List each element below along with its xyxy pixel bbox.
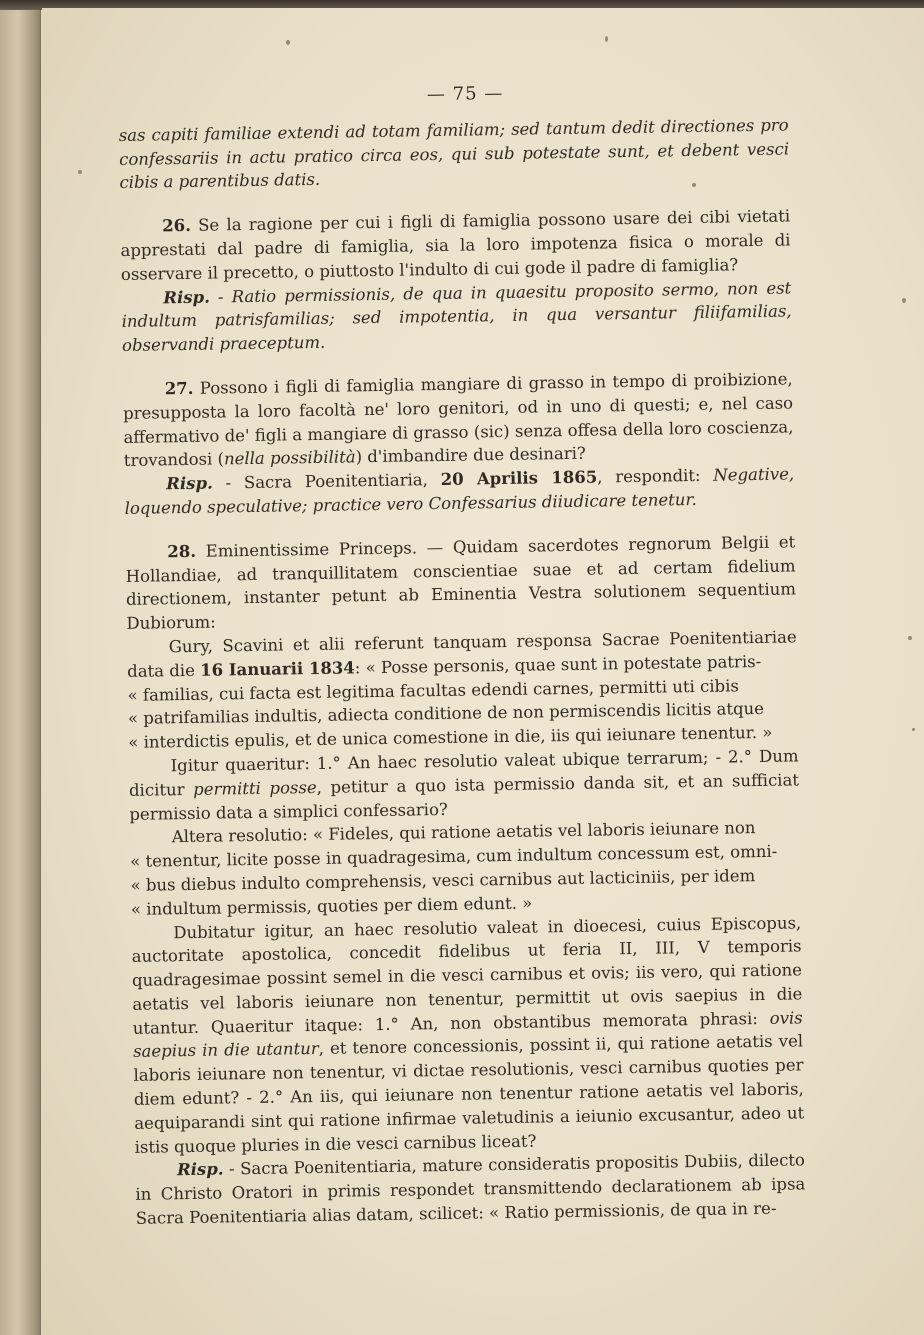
altera-paragraph: Altera resolutio: « Fideles, qui ratione aetatis vel laboris ieiunare non xyxy=(171,818,756,847)
answer-text: - Sacra Poenitentiaria, mature consideratis propositis Dubiis, dilecto in Christo Oratori in primis respondet transmittendo declarationem ab ipsa Sacra Poenitentiaria alias datam, scilicet: « Ratio permissionis, de qua in re- xyxy=(135,1150,806,1228)
question-26 xyxy=(120,205,791,287)
answer-26 xyxy=(121,276,792,358)
gury-text-b: : « Posse personis, quae sunt in potestate patris- xyxy=(354,651,762,678)
igitur-paragraph xyxy=(128,744,799,826)
dubitatur-text-a: Dubitatur igitur, an haec resolutio valeat in dioecesi, cuius Episcopus, auctoritate apostolica, concedit fidelibus ut feria II, III, V temporis quadragesimae possint semel in die vesci carnibus et ovis; iis vero, qui ratione aetatis vel laboris ieiunare non tenentur, permittit ut ovis saepius in die utantur. Quaeritur itaque: 1.° An, non obstantibus memorata phrasi: xyxy=(131,912,803,1038)
page-number: — 75 — xyxy=(426,82,504,106)
igitur-italic: permitti posse xyxy=(193,777,317,799)
question-text: Eminentissime Princeps. — Quidam sacerdotes regnorum Belgii et Hollandiae, ad tranquillitatem conscientiae suae et ad certam fidelium directionem, instanter petunt ab Eminentia Vestra solutionem sequentium Dubiorum: xyxy=(125,532,797,634)
question-28-intro xyxy=(125,530,796,636)
answer-28 xyxy=(135,1149,806,1231)
question-number: 28. xyxy=(167,541,197,562)
paper-speck xyxy=(286,40,290,45)
quote-line: « patrifamilias indultis, adiecta conditione de non permiscendis licitis atque xyxy=(127,699,765,729)
dubitatur-paragraph xyxy=(131,911,805,1159)
answer-text-b: , respondit: xyxy=(597,465,714,487)
answer-date: 20 Aprilis 1865 xyxy=(440,467,598,490)
risp-label: Risp. xyxy=(163,287,211,307)
gury-date: 16 Ianuarii 1834 xyxy=(199,658,355,680)
question-text-b: ) d'imbandire due desinari? xyxy=(355,444,586,467)
quote-line: « indultum permissis, quoties per diem edunt. » xyxy=(130,893,533,919)
risp-label: Risp. xyxy=(166,473,213,494)
quote-line: « familias, cui facta est legitima facultas edendi carnes, permitti uti cibis xyxy=(127,675,739,705)
paper-speck xyxy=(605,36,608,42)
question-number: 26. xyxy=(162,216,192,236)
answer-text-italic: Negative, loquendo speculative; practice vero Confessarius diiudicare tenetur. xyxy=(124,464,795,518)
igitur-text-a: Igitur quaeritur: 1.° An haec resolutio valeat ubique terrarum; - 2.° Dum dicitur xyxy=(128,746,799,800)
answer-text-a: - Sacra Poenitentiaria, xyxy=(212,470,441,493)
left-page-edge xyxy=(0,0,41,1335)
first-resolution-quote xyxy=(127,673,798,755)
igitur-text-b: , petitur a quo ista permissio danda sit, et an sufficiat permissio data a simplici confessario? xyxy=(129,770,800,824)
dubitatur-italic: ovis saepius in die utantur xyxy=(132,1008,803,1062)
quote-line: « tenentur, licite posse in quadragesima, cum indultum concessum est, omni- xyxy=(130,841,778,872)
question-text-italic: nella possibilità xyxy=(223,447,356,469)
gury-text-a: Gury, Scavini et alii referunt tanquam responsa Sacrae Poenitentiariae data die xyxy=(127,627,797,681)
paper-speck xyxy=(912,728,915,731)
question-number: 27. xyxy=(164,378,194,399)
paper-speck xyxy=(902,298,906,303)
page-text xyxy=(118,77,806,1230)
question-text-a: Possono i figli di famiglia mangiare di grasso in tempo di proibizione, presupposta la loro facoltà ne' loro genitori, od in uno di questi; e, nel caso affermativo de' figli a mangiare di grasso (sic) senza offesa della loro coscienza, trovandosi ( xyxy=(122,369,794,471)
answer-27 xyxy=(124,463,795,521)
dubitatur-text-b: , et tenore concessionis, possint ii, qui ratione aetatis vel laboris ieiunare non tenentur, vi dictae resolutionis, vesci carnibus quoties per diem edunt? - 2.° An iis, qui ieiunare non tenentur ratione aetatis vel laboris, aequiparandi sint qui ratione infirmae valetudinis a ieiunio excusantur, adeo ut istis quoque pluries in die vesci carnibus liceat? xyxy=(133,1031,805,1157)
quote-line: « bus diebus indulto comprehensis, vesci carnibus aut lacticiniis, per idem xyxy=(130,865,756,895)
question-text: Se la ragione per cui i figli di famiglia possono usare dei cibi vietati apprestati dal padre di famiglia, sia la loro impotenza fisica o morale di osservare il precetto, o piuttosto l'indulto di cui gode il padre di famiglia? xyxy=(120,206,791,284)
question-27 xyxy=(123,367,794,473)
second-resolution-quote xyxy=(130,839,801,921)
paper-speck xyxy=(908,636,912,640)
risp-label: Risp. xyxy=(176,1159,224,1180)
quote-line: « interdictis epulis, et de unica comestione in die, iis qui ieiunare tenentur. » xyxy=(128,722,773,753)
answer-text: - Ratio permissionis, de qua in quaesitu proposito sermo, non est indultum patrisfamilias; sed impotentia, in qua versantur filiifamilias, observandi praeceptum. xyxy=(121,278,792,356)
opening-paragraph: sas capiti familiae extendi ad totam familiam; sed tantum dedit directiones pro confessariis in actu pratico circa eos, qui sub potestate sunt, et debent vesci cibis a parentibus datis. xyxy=(118,115,790,193)
paper-speck xyxy=(78,170,82,174)
book-page xyxy=(42,8,924,1335)
